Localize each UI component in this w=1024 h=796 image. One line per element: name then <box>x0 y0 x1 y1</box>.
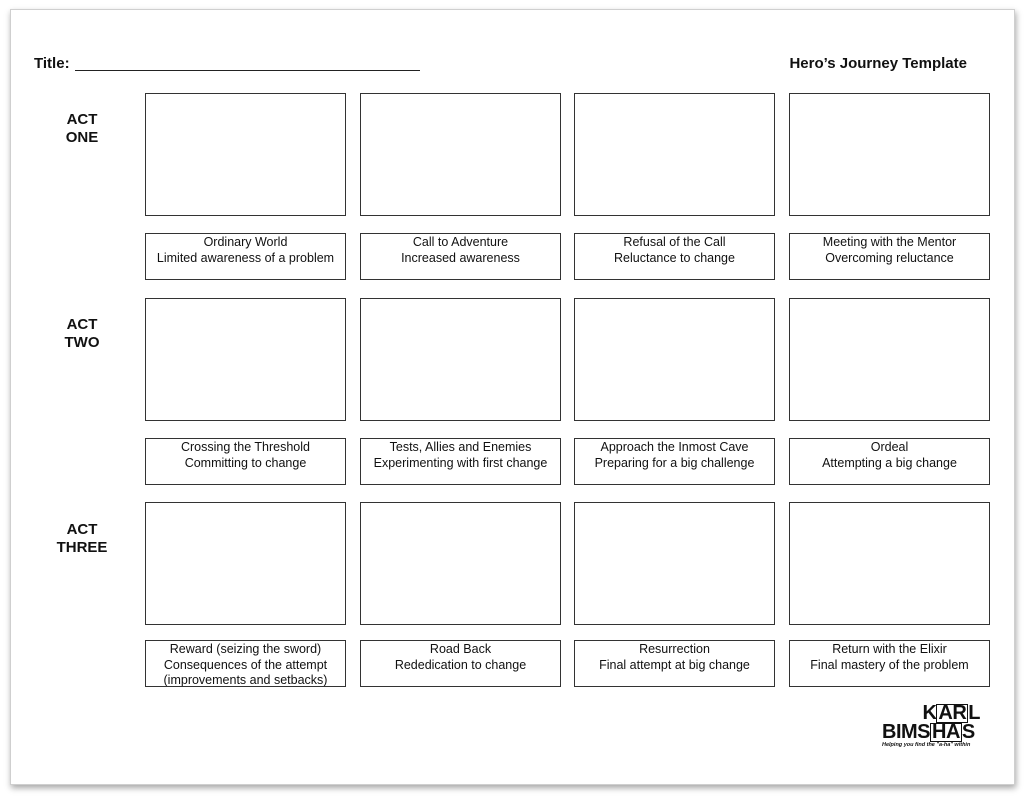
step-name: Call to Adventure <box>412 235 509 249</box>
act-two-label-line2: TWO <box>64 334 100 351</box>
step-name: Ordeal <box>870 440 909 454</box>
act-one-caption-3 <box>574 233 775 280</box>
step-description: Overcoming reluctance <box>825 250 954 265</box>
act-two-panel-4[interactable] <box>789 298 990 421</box>
logo-boxed-text: HA <box>932 721 960 743</box>
act-three-label <box>40 521 124 557</box>
step-name: Crossing the Threshold <box>180 440 310 454</box>
step-name: Ordinary World <box>203 235 288 249</box>
step-name: Refusal of the Call <box>623 235 726 249</box>
act-two-caption-1 <box>145 438 346 485</box>
act-two-caption-3 <box>574 438 775 485</box>
act-two-label-line1: ACT <box>66 316 98 333</box>
step-description: Rededication to change <box>394 657 527 672</box>
act-two-panel-2[interactable] <box>360 298 561 421</box>
step-description: Experimenting with first change <box>373 455 548 470</box>
act-one-caption-1 <box>145 233 346 280</box>
title-label: Title: <box>34 55 70 72</box>
act-one-label-line1: ACT <box>66 111 98 128</box>
act-three-panel-4[interactable] <box>789 502 990 625</box>
act-three-label-line2: THREE <box>56 539 108 556</box>
logo-text: BIMS <box>882 721 930 743</box>
logo-boxed-text: AR <box>938 702 967 724</box>
act-one-label-line2: ONE <box>65 129 99 146</box>
logo-row-bimshas <box>882 722 975 742</box>
act-two-caption-2 <box>360 438 561 485</box>
act-two-panel-1[interactable] <box>145 298 346 421</box>
step-name: Meeting with the Mentor <box>822 235 957 249</box>
step-description: Consequences of the attempt <box>163 657 328 672</box>
act-one-panel-2[interactable] <box>360 93 561 216</box>
step-name: Approach the Inmost Cave <box>600 440 749 454</box>
act-one-panel-3[interactable] <box>574 93 775 216</box>
step-name: Reward (seizing the sword) <box>169 642 322 656</box>
step-name: Return with the Elixir <box>832 642 947 656</box>
logo-text: K <box>922 702 937 724</box>
step-description-extra: (improvements and setbacks) <box>163 673 328 687</box>
act-two-caption-4 <box>789 438 990 485</box>
logo-row-karl <box>922 703 980 723</box>
step-name: Tests, Allies and Enemies <box>389 440 532 454</box>
karl-bimshas-logo <box>880 703 984 753</box>
act-one-label <box>40 111 124 147</box>
step-description: Final mastery of the problem <box>810 657 969 672</box>
act-two-panel-3[interactable] <box>574 298 775 421</box>
logo-tagline: Helping you find the "a-ha" within <box>882 742 971 748</box>
act-one-caption-2 <box>360 233 561 280</box>
act-three-caption-2 <box>360 640 561 687</box>
act-three-panel-2[interactable] <box>360 502 561 625</box>
step-description: Committing to change <box>184 455 307 470</box>
step-description: Reluctance to change <box>614 250 735 265</box>
act-three-caption-1 <box>145 640 346 687</box>
act-three-panel-1[interactable] <box>145 502 346 625</box>
act-one-panel-1[interactable] <box>145 93 346 216</box>
step-description: Attempting a big change <box>822 455 957 470</box>
step-name: Road Back <box>429 642 492 656</box>
act-three-panel-3[interactable] <box>574 502 775 625</box>
step-description: Limited awareness of a problem <box>156 250 335 265</box>
step-description: Increased awareness <box>401 250 520 265</box>
act-three-caption-4 <box>789 640 990 687</box>
step-description: Final attempt at big change <box>599 657 750 672</box>
step-description: Preparing for a big challenge <box>594 455 755 470</box>
logo-text: L <box>968 702 980 724</box>
step-name: Resurrection <box>639 642 710 656</box>
act-two-label <box>40 316 124 352</box>
template-name: Hero’s Journey Template <box>789 55 967 72</box>
act-three-caption-3 <box>574 640 775 687</box>
logo-text: S <box>961 721 975 743</box>
title-blank-line <box>75 70 420 71</box>
act-one-caption-4 <box>789 233 990 280</box>
act-one-panel-4[interactable] <box>789 93 990 216</box>
act-three-label-line1: ACT <box>66 521 98 538</box>
